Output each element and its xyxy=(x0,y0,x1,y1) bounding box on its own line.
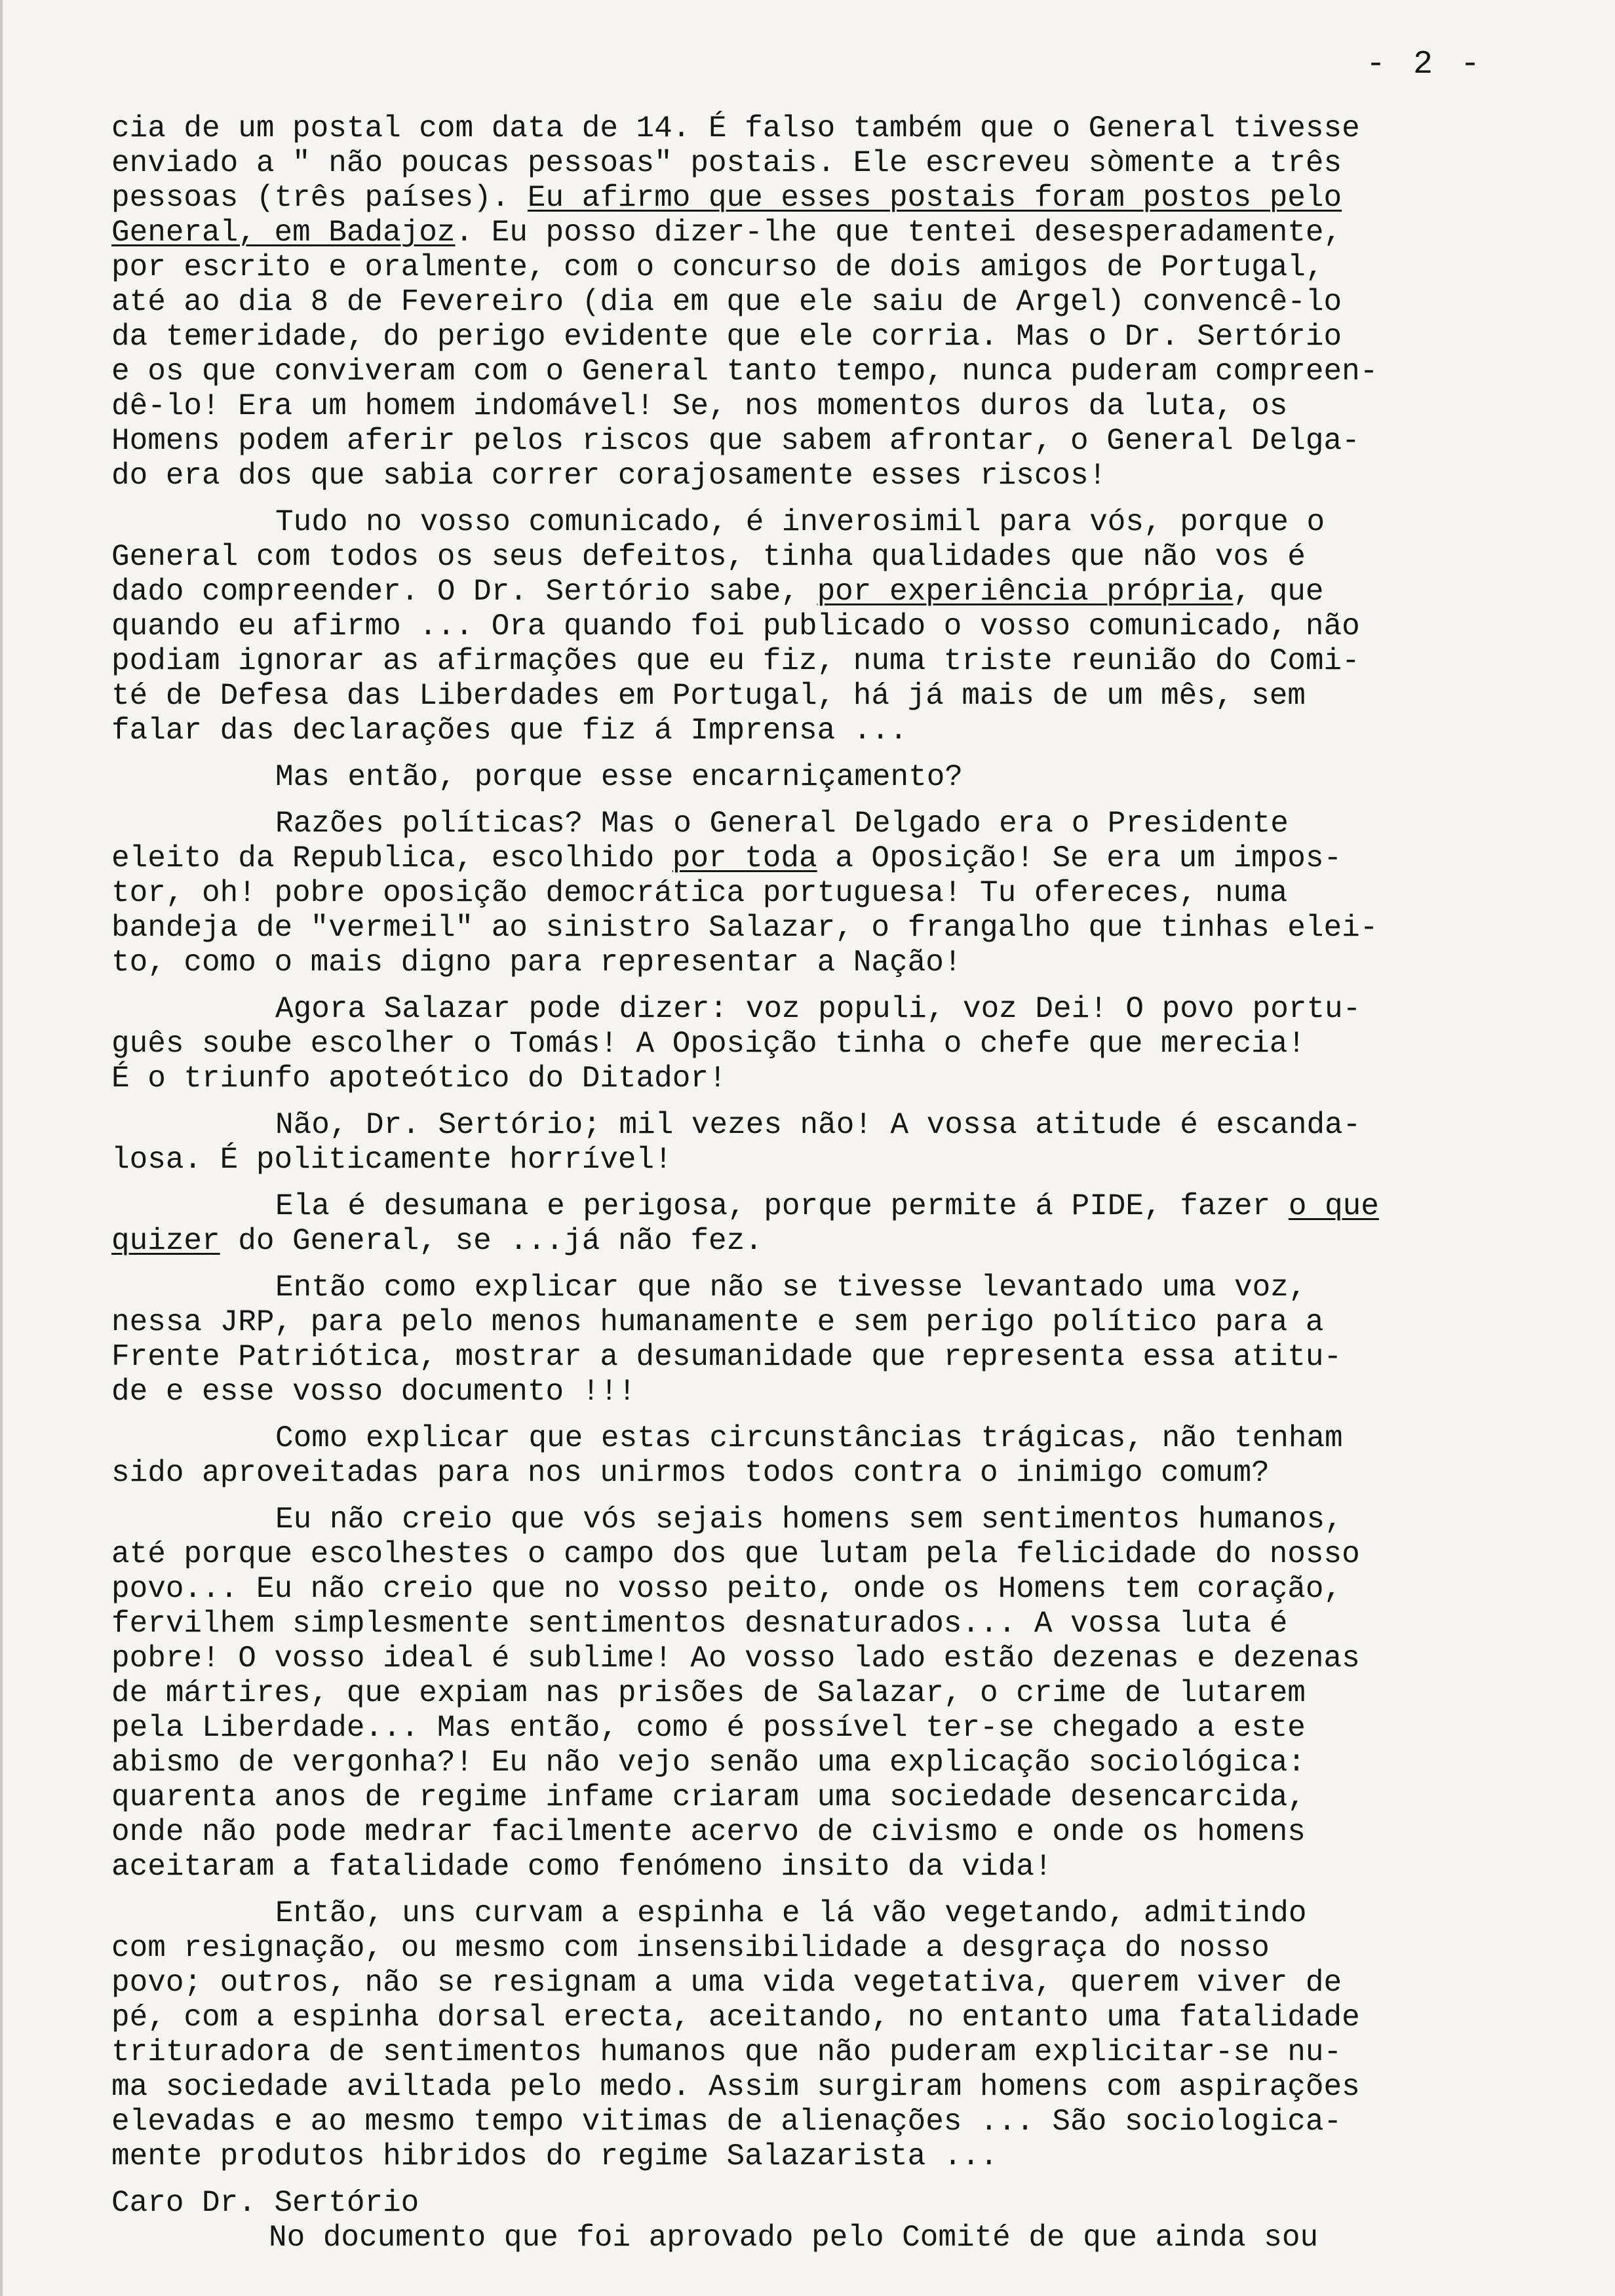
text-line: Tudo no vosso comunicado, é inverosimil para vós, porque o xyxy=(275,505,1325,539)
paragraph xyxy=(111,992,1508,1096)
paragraph xyxy=(111,1896,1508,2174)
text-line: quando eu afirmo ... Ora quando foi publicado o vosso comunicado, não xyxy=(111,609,1360,643)
text-line: to, como o mais digno para representar a Nação! xyxy=(111,946,962,980)
underlined-text: quizer xyxy=(111,1224,220,1258)
text-line: por escrito e oralmente, com o concurso de dois amigos de Portugal, xyxy=(111,250,1324,284)
paragraph xyxy=(111,1108,1508,1177)
text-line: Agora Salazar pode dizer: voz populi, voz Dei! O povo portu- xyxy=(275,992,1361,1026)
text-line: Como explicar que estas circunstâncias trágicas, não tenham xyxy=(275,1421,1343,1455)
text-line xyxy=(111,216,1508,250)
text-line: com resignação, ou mesmo com insensibilidade a desgraça do nosso xyxy=(111,1931,1270,1965)
text-line: Mas então, porque esse encarniçamento? xyxy=(275,760,963,794)
text-line: aceitaram a fatalidade como fenómeno insito da vida! xyxy=(111,1850,1053,1884)
text-line xyxy=(111,1189,1508,1224)
text-segment: a Oposição! Se era um impos- xyxy=(817,841,1342,875)
text-line xyxy=(111,1224,1508,1259)
text-line: É o triunfo apoteótico do Ditador! xyxy=(111,1062,727,1096)
text-line: pobre! O vosso ideal é sublime! Ao vosso lado estão dezenas e dezenas xyxy=(111,1641,1360,1675)
text-segment: dado compreender. O Dr. Sertório sabe, xyxy=(111,575,817,609)
text-line: sido aproveitadas para nos unirmos todos contra o inimigo comum? xyxy=(111,1456,1270,1490)
text-line: pela Liberdade... Mas então, como é possível ter-se chegado a este xyxy=(111,1711,1306,1745)
text-line: dê-lo! Era um homem indomável! Se, nos momentos duros da luta, os xyxy=(111,389,1288,423)
text-line: Homens podem aferir pelos riscos que sabem afrontar, o General Delga- xyxy=(111,424,1360,458)
text-line: Razões políticas? Mas o General Delgado era o Presidente xyxy=(275,807,1289,841)
text-line: Então como explicar que não se tivesse levantado uma voz, xyxy=(275,1271,1307,1305)
text-line: enviado a " não poucas pessoas" postais. Ele escreveu sòmente a três xyxy=(111,146,1342,180)
underlined-text: o que xyxy=(1288,1189,1379,1223)
salutation: Caro Dr. Sertório xyxy=(111,2186,419,2220)
text-segment: do General, se ...já não fez. xyxy=(220,1224,763,1258)
text-segment: eleito da Republica, escolhido xyxy=(111,841,672,875)
paragraph-list xyxy=(111,111,1508,2174)
text-line: povo... Eu não creio que no vosso peito, onde os Homens tem coração, xyxy=(111,1572,1342,1606)
text-line: até ao dia 8 de Fevereiro (dia em que ele saiu de Argel) convencê-lo xyxy=(111,285,1342,319)
text-line: do era dos que sabia correr corajosamente esses riscos! xyxy=(111,459,1107,493)
text-line: mente produtos hibridos do regime Salazarista ... xyxy=(111,2139,998,2173)
text-line: podiam ignorar as afirmações que eu fiz, numa triste reunião do Comi- xyxy=(111,644,1360,678)
text-segment: . Eu posso dizer-lhe que tentei desesperadamente, xyxy=(455,216,1342,250)
text-segment: Ela é desumana e perigosa, porque permite á PIDE, fazer xyxy=(275,1189,1289,1223)
paragraph xyxy=(111,505,1508,748)
text-line: falar das declarações que fiz á Imprensa ... xyxy=(111,714,908,748)
text-line: de e esse vosso documento !!! xyxy=(111,1375,636,1409)
text-line: abismo de vergonha?! Eu não vejo senão uma explicação sociológica: xyxy=(111,1746,1306,1780)
text-line: Eu não creio que vós sejais homens sem sentimentos humanos, xyxy=(275,1502,1343,1537)
page-edge-shadow xyxy=(0,0,3,2296)
text-line: tor, oh! pobre oposição democrática portuguesa! Tu ofereces, numa xyxy=(111,876,1288,910)
text-line: e os que conviveram com o General tanto tempo, nunca puderam compreen- xyxy=(111,354,1378,389)
text-line: Frente Patriótica, mostrar a desumanidade que representa essa atitu- xyxy=(111,1340,1342,1374)
page-number: - 2 - xyxy=(1365,46,1484,83)
text-segment: pessoas (três países). xyxy=(111,181,528,215)
closing-line: No documento que foi aprovado pelo Comité de que ainda sou xyxy=(269,2221,1319,2255)
text-line: elevadas e ao mesmo tempo vitimas de alienações ... São sociologica- xyxy=(111,2105,1342,2139)
underlined-text: por experiência própria xyxy=(817,575,1234,609)
text-line: ma sociedade aviltada pelo medo. Assim surgiram homens com aspirações xyxy=(111,2070,1360,2104)
text-line: Então, uns curvam a espinha e lá vão vegetando, admitindo xyxy=(275,1896,1307,1930)
paragraph xyxy=(111,1189,1508,1259)
paragraph xyxy=(111,760,1508,795)
text-line xyxy=(111,181,1508,216)
text-line: de mártires, que expiam nas prisões de Salazar, o crime de lutarem xyxy=(111,1676,1306,1710)
text-line: pé, com a espinha dorsal erecta, aceitando, no entanto uma fatalidade xyxy=(111,2000,1360,2035)
paragraph xyxy=(111,1271,1508,1409)
text-line: General com todos os seus defeitos, tinha qualidades que não vos é xyxy=(111,540,1306,574)
text-line: da temeridade, do perigo evidente que ele corria. Mas o Dr. Sertório xyxy=(111,320,1342,354)
text-line: até porque escolhestes o campo dos que lutam pela felicidade do nosso xyxy=(111,1537,1360,1571)
text-line: té de Defesa das Liberdades em Portugal, há já mais de um mês, sem xyxy=(111,679,1306,713)
letter-body xyxy=(111,111,1508,2255)
text-segment: , que xyxy=(1233,575,1324,609)
underlined-text: por toda xyxy=(672,841,817,875)
text-line: cia de um postal com data de 14. É falso também que o General tivesse xyxy=(111,111,1360,145)
text-line xyxy=(111,575,1508,609)
underlined-text: Eu afirmo que esses postais foram postos pelo xyxy=(527,181,1342,215)
text-line: losa. É politicamente horrível! xyxy=(111,1143,672,1177)
text-line: quarenta anos de regime infame criaram uma sociedade desencarcida, xyxy=(111,1780,1306,1814)
underlined-text: General, em Badajoz xyxy=(111,216,456,250)
text-line xyxy=(111,841,1508,876)
paragraph xyxy=(111,807,1508,980)
paragraph xyxy=(111,111,1508,493)
text-line: fervilhem simplesmente sentimentos desnaturados... A vossa luta é xyxy=(111,1607,1288,1641)
paragraph xyxy=(111,1421,1508,1491)
text-line: nessa JRP, para pelo menos humanamente e sem perigo político para a xyxy=(111,1305,1324,1339)
text-line: onde não pode medrar facilmente acervo de civismo e onde os homens xyxy=(111,1815,1306,1849)
text-line: povo; outros, não se resignam a uma vida vegetativa, querem viver de xyxy=(111,1966,1342,2000)
text-line: bandeja de "vermeil" ao sinistro Salazar, o frangalho que tinhas elei- xyxy=(111,911,1378,945)
paragraph xyxy=(111,1502,1508,1885)
text-line: trituradora de sentimentos humanos que não puderam explicitar-se nu- xyxy=(111,2035,1342,2069)
text-line: Não, Dr. Sertório; mil vezes não! A vossa atitude é escanda- xyxy=(275,1108,1361,1142)
text-line: guês soube escolher o Tomás! A Oposição tinha o chefe que merecia! xyxy=(111,1027,1306,1061)
